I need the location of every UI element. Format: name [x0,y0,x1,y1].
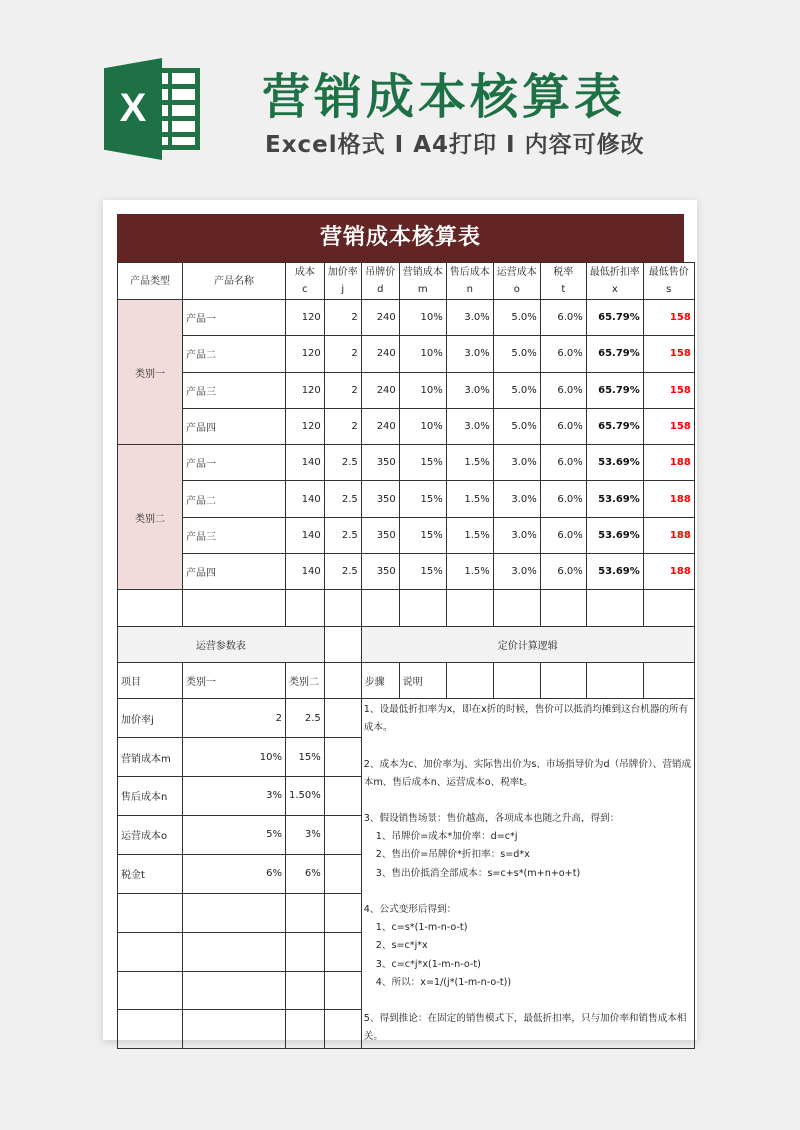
param-cat2[interactable]: 1.50% [286,777,325,816]
marketing-cost-cell[interactable]: 15% [399,445,446,481]
product-cell[interactable]: 产品三 [183,517,286,553]
param-cat1[interactable]: 6% [183,854,286,893]
header-cell[interactable]: 运营成本 o [493,263,540,300]
logic-header-step[interactable]: 步骤 [361,662,399,698]
operating-cost-cell[interactable]: 5.0% [493,408,540,444]
operating-cost-cell[interactable]: 5.0% [493,336,540,372]
min-price-cell[interactable]: 158 [643,408,694,444]
marketing-cost-cell[interactable]: 15% [399,554,446,590]
cost-cell[interactable]: 140 [286,517,325,553]
empty-cell[interactable] [118,971,183,1010]
aftersales-cost-cell[interactable]: 3.0% [446,336,493,372]
min-discount-cell[interactable]: 53.69% [586,445,643,481]
section-header-row [118,626,695,662]
aftersales-cost-cell[interactable]: 1.5% [446,445,493,481]
min-price-cell[interactable]: 188 [643,517,694,553]
min-discount-cell[interactable]: 53.69% [586,554,643,590]
spacer-cell[interactable] [324,662,361,698]
product-cell[interactable]: 产品二 [183,481,286,517]
markup-cell[interactable]: 2.5 [324,445,361,481]
product-cell[interactable]: 产品四 [183,408,286,444]
empty-cell[interactable] [399,590,446,626]
empty-cell[interactable] [183,893,286,932]
empty-cell[interactable] [286,971,325,1010]
cost-cell[interactable]: 140 [286,445,325,481]
min-discount-cell[interactable]: 53.69% [586,517,643,553]
aftersales-cost-cell[interactable]: 1.5% [446,554,493,590]
tax-rate-cell[interactable]: 6.0% [540,372,586,408]
empty-cell[interactable] [324,1010,361,1049]
param-row [118,699,695,738]
param-item[interactable]: 营销成本m [118,738,183,777]
banner-subtitle: Excel格式 I A4打印 I 内容可修改 [265,132,645,158]
min-discount-cell[interactable]: 65.79% [586,408,643,444]
empty-cell[interactable] [286,893,325,932]
spacer-cell[interactable] [324,854,361,893]
header-cell[interactable]: 成本 c [286,263,325,300]
header-cell[interactable]: 营销成本 m [399,263,446,300]
header-cell[interactable]: 产品类型 [118,263,183,300]
empty-cell[interactable] [540,662,586,698]
empty-cell[interactable] [493,662,540,698]
empty-cell[interactable] [643,590,694,626]
min-discount-cell[interactable]: 65.79% [586,300,643,336]
params-header-item[interactable]: 项目 [118,662,183,698]
header-cell[interactable]: 最低售价 s [643,263,694,300]
aftersales-cost-cell[interactable]: 1.5% [446,517,493,553]
empty-cell[interactable] [118,893,183,932]
marketing-cost-cell[interactable]: 15% [399,481,446,517]
empty-cell[interactable] [183,971,286,1010]
tax-rate-cell[interactable]: 6.0% [540,517,586,553]
param-cat1[interactable]: 2 [183,699,286,738]
markup-cell[interactable]: 2 [324,408,361,444]
markup-cell[interactable]: 2.5 [324,517,361,553]
param-item[interactable]: 售后成本n [118,777,183,816]
table-row [118,481,695,517]
tax-rate-cell[interactable]: 6.0% [540,408,586,444]
marketing-cost-cell[interactable]: 15% [399,517,446,553]
logic-section-title[interactable]: 定价计算逻辑 [361,626,694,662]
logic-step-3: 3、假设销售场景：售价越高，各项成本也随之升高，得到： [363,813,620,825]
tag-price-cell[interactable]: 350 [361,554,399,590]
tag-price-cell[interactable]: 240 [361,336,399,372]
param-cat1[interactable]: 10% [183,738,286,777]
spacer-cell[interactable] [324,626,361,662]
tag-price-cell[interactable]: 350 [361,445,399,481]
excel-logo-icon: X [104,58,200,158]
logic-step-3-1: 1、吊牌价=成本*加价率：d=c*j [375,831,518,843]
logic-step-4-1: 1、c=s*(1-m-n-o-t) [375,922,468,934]
spacer-cell[interactable] [324,815,361,854]
header-cell[interactable]: 售后成本 n [446,263,493,300]
min-price-cell[interactable]: 188 [643,554,694,590]
min-discount-cell[interactable]: 65.79% [586,372,643,408]
header-cell[interactable]: 税率 t [540,263,586,300]
empty-cell[interactable] [286,1010,325,1049]
tax-rate-cell[interactable]: 6.0% [540,300,586,336]
marketing-cost-cell[interactable]: 10% [399,408,446,444]
header-row [118,263,695,300]
marketing-cost-cell[interactable]: 10% [399,300,446,336]
empty-cell[interactable] [643,662,694,698]
markup-cell[interactable]: 2.5 [324,554,361,590]
empty-cell[interactable] [540,590,586,626]
param-cat2[interactable]: 6% [286,854,325,893]
spacer-cell[interactable] [324,777,361,816]
logic-header-desc[interactable]: 说明 [399,662,446,698]
min-price-cell[interactable]: 158 [643,300,694,336]
empty-cell[interactable] [324,971,361,1010]
empty-cell[interactable] [183,932,286,971]
category-cell[interactable]: 类别一 [118,300,183,445]
tag-price-cell[interactable]: 350 [361,481,399,517]
min-price-cell[interactable]: 188 [643,445,694,481]
logic-step-4-2: 2、s=c*j*x [375,940,428,952]
empty-cell[interactable] [446,590,493,626]
table-row [118,336,695,372]
operating-cost-cell[interactable]: 5.0% [493,300,540,336]
product-cell[interactable]: 产品三 [183,372,286,408]
params-section-title[interactable]: 运营参数表 [118,626,325,662]
param-cat2[interactable]: 2.5 [286,699,325,738]
logic-step-4-3: 3、c=c*j*x(1-m-n-o-t) [375,958,481,970]
empty-cell[interactable] [118,932,183,971]
param-cat2[interactable]: 3% [286,815,325,854]
banner [0,0,800,190]
header-cell[interactable]: 吊牌价 d [361,263,399,300]
empty-cell[interactable] [324,893,361,932]
markup-cell[interactable]: 2 [324,300,361,336]
tag-price-cell[interactable]: 350 [361,517,399,553]
cost-cell[interactable]: 120 [286,300,325,336]
aftersales-cost-cell[interactable]: 3.0% [446,372,493,408]
logic-step-1: 1、设最低折扣率为x，即在x折的时候，售价可以抵消均摊到这台机器的所有成本。 [363,704,689,734]
markup-cell[interactable]: 2 [324,336,361,372]
min-price-cell[interactable]: 158 [643,372,694,408]
banner-title: 营销成本核算表 [262,69,627,125]
empty-row [118,590,695,626]
empty-cell[interactable] [118,1010,183,1049]
product-cell[interactable]: 产品一 [183,445,286,481]
tax-rate-cell[interactable]: 6.0% [540,481,586,517]
markup-cell[interactable]: 2.5 [324,481,361,517]
empty-cell[interactable] [586,662,643,698]
params-header-cat2[interactable]: 类别二 [286,662,325,698]
header-cell[interactable]: 加价率 j [324,263,361,300]
spacer-cell[interactable] [324,699,361,738]
logic-step-4: 4、公式变形后得到： [363,903,457,915]
param-item[interactable]: 运营成本o [118,815,183,854]
tax-rate-cell[interactable]: 6.0% [540,554,586,590]
empty-cell[interactable] [286,590,325,626]
cost-cell[interactable]: 120 [286,372,325,408]
aftersales-cost-cell[interactable]: 3.0% [446,408,493,444]
header-cell[interactable]: 产品名称 [183,263,286,300]
table-row [118,517,695,553]
empty-cell[interactable] [361,590,399,626]
empty-cell[interactable] [324,590,361,626]
empty-cell[interactable] [183,1010,286,1049]
tag-price-cell[interactable]: 240 [361,408,399,444]
empty-cell[interactable] [286,932,325,971]
param-item[interactable]: 加价率j [118,699,183,738]
table-row [118,372,695,408]
empty-cell[interactable] [324,932,361,971]
header-cell[interactable]: 最低折扣率 x [586,263,643,300]
marketing-cost-cell[interactable]: 10% [399,372,446,408]
table-row [118,445,695,481]
aftersales-cost-cell[interactable]: 1.5% [446,481,493,517]
category-cell[interactable]: 类别二 [118,445,183,590]
product-cell[interactable]: 产品二 [183,336,286,372]
cost-cell[interactable]: 120 [286,408,325,444]
param-cat1[interactable]: 5% [183,815,286,854]
min-discount-cell[interactable]: 65.79% [586,336,643,372]
tax-rate-cell[interactable]: 6.0% [540,336,586,372]
tax-rate-cell[interactable]: 6.0% [540,445,586,481]
empty-cell[interactable] [446,662,493,698]
param-item[interactable]: 税金t [118,854,183,893]
table-row [118,408,695,444]
min-discount-cell[interactable]: 53.69% [586,481,643,517]
product-cell[interactable]: 产品四 [183,554,286,590]
table-row [118,300,695,336]
spacer-cell[interactable] [324,738,361,777]
param-cat2[interactable]: 15% [286,738,325,777]
min-price-cell[interactable]: 158 [643,336,694,372]
operating-cost-cell[interactable]: 3.0% [493,481,540,517]
sub-header-row [118,662,695,698]
product-cell[interactable]: 产品一 [183,300,286,336]
table-row [118,554,695,590]
tag-price-cell[interactable]: 240 [361,372,399,408]
pricing-logic-text[interactable] [361,699,694,1049]
params-header-cat1[interactable]: 类别一 [183,662,286,698]
logic-step-3-2: 2、售出价=吊牌价*折扣率：s=d*x [375,849,530,861]
sheet-title: 营销成本核算表 [117,214,684,262]
empty-cell[interactable] [118,590,183,626]
cost-cell[interactable]: 140 [286,554,325,590]
logic-step-4-4: 4、所以：x=1/(j*(1-m-n-o-t)) [375,976,512,988]
cost-cell[interactable]: 140 [286,481,325,517]
empty-cell[interactable] [586,590,643,626]
aftersales-cost-cell[interactable]: 3.0% [446,300,493,336]
logic-step-2: 2、成本为c、加价率为j、实际售出价为s、市场指导价为d（吊牌价）、营销成本m、售后成本n、运营成本o、税率t。 [363,758,692,788]
operating-cost-cell[interactable]: 3.0% [493,445,540,481]
markup-cell[interactable]: 2 [324,372,361,408]
operating-cost-cell[interactable]: 3.0% [493,517,540,553]
empty-cell[interactable] [493,590,540,626]
tag-price-cell[interactable]: 240 [361,300,399,336]
empty-cell[interactable] [183,590,286,626]
min-price-cell[interactable]: 188 [643,481,694,517]
cost-table [117,262,695,1049]
cost-cell[interactable]: 120 [286,336,325,372]
logic-step-5: 5、得到推论：在固定的销售模式下，最低折扣率，只与加价率和销售成本相关。 [363,1012,687,1043]
operating-cost-cell[interactable]: 3.0% [493,554,540,590]
operating-cost-cell[interactable]: 5.0% [493,372,540,408]
marketing-cost-cell[interactable]: 10% [399,336,446,372]
logic-step-3-3: 3、售出价抵消全部成本：s=c+s*(m+n+o+t) [375,867,581,879]
param-cat1[interactable]: 3% [183,777,286,816]
